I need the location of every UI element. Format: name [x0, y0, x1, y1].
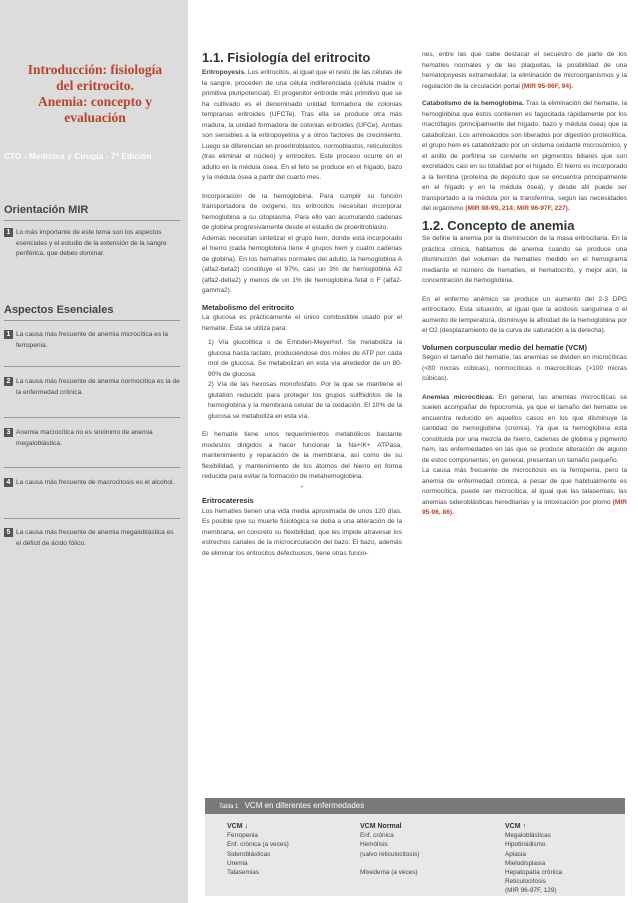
aspectos-heading: Aspectos Esenciales	[4, 304, 114, 316]
list-item: 1) Vía glucolítica o de Embden-Meyerhof. Se metaboliza la glucosa hasta lactato, produciéndose dos moles de ATP por cada mol de glucosa. Se metabolizan en esta vía alrededor de un 80-90% de glucosa.	[208, 339, 402, 378]
table-cell: Sideroblásticas	[227, 850, 271, 858]
table-title: VCM en diferentes enfermedades	[244, 801, 365, 810]
paragraph-text: En general, las anemias microcíticas se suelen acompañar de hipocromía, ya que el tamaño del hematíe se encuentra reducido en aquellos casos en los que disminuye la cantidad de hemoglobina (cromía). Ya que la hemoglobina está constituida por una mezcla de hierro, cadenas de globina y pigmento hem, las enfermedades en las que se produce alteración de alguno de estos componentes, en general, presentan un tamaño pequeño.	[422, 393, 627, 464]
table-cell: Talasemias	[227, 869, 259, 877]
section-heading-1-2: 1.2. Concepto de anemia	[422, 217, 575, 233]
divider	[4, 366, 180, 367]
aspecto-text: La causa más frecuente de anemia normocítica es la de la enfermedad crónica.	[16, 378, 180, 396]
book-subtitle: CTO - Medicina y Cirugía - 7ª Edición	[4, 152, 152, 161]
lead-term: Eritropoyesis.	[202, 69, 246, 76]
chapter-title-line: Introducción: fisiología	[27, 62, 163, 77]
paragraph-text: Los eritrocitos, al igual que el resto de las células de la sangre, proceden de una célula indiferenciada (célula madre o primitiva pluripotencial). El progenitor eritroide más primitivo que se ha cultivado es el denominado unidad formadora de colonias tempranas eritroides (UFCTe). Tras ella se produce otra más madura, la unidad formadora de colonias eritroides (UFCe). Ambas son sensibles a la eritropoyetina y a otros factores de crecimiento. Luego se diferencian en proeritroblastos, normoblastos, reticulocitos (tras eliminar el núcleo) y eritrocitos. Este proceso ocurre en el adulto en la médula ósea. En el feto se produce en el hígado, bazo y la médula ósea a partir del cuarto mes.	[202, 69, 402, 181]
lead-term: Anemias microcíticas.	[422, 393, 495, 401]
orientacion-text: Lo más importante de este tema son los aspectos esenciales y el estudio de la extensión de la sangre periférica, que debes dominar.	[16, 229, 167, 257]
table-cell: Hemólisis	[360, 841, 388, 849]
table-cell: Megaloblásticas	[505, 832, 551, 840]
divider	[4, 417, 180, 418]
mir-reference: (MIR 98-99, 214; MIR 96-97F, 227).	[465, 205, 570, 212]
orientacion-item	[4, 228, 180, 260]
chapter-title-line: evaluación	[64, 110, 126, 125]
paragraph	[422, 466, 627, 519]
bullet-icon: •	[300, 483, 304, 491]
table-cell: (salvo reticulocitosis)	[360, 850, 420, 858]
table-cell: Enf. crónica	[360, 832, 394, 840]
column-header: VCM Normal	[360, 823, 402, 830]
paragraph: Se define la anemia por la disminución de la masa eritrocitaria. En la práctica clínica, hablamos de anemia cuando se produce una disminución del volumen de hematíes medido en el hemograma mediante el número de hematíes, el hematocrito, y mejor aún, la concentración de hemoglobina.	[422, 235, 627, 284]
aspecto-item	[4, 377, 180, 398]
table-cell: Ferropenia	[227, 832, 258, 840]
table-cell: Mielodisplasia	[505, 859, 546, 867]
table-cell: Hipotiroidismo	[505, 841, 546, 849]
aspecto-text: La causa más frecuente de macrocitosis es el alcohol.	[16, 479, 175, 486]
aspecto-item	[4, 478, 180, 489]
divider	[4, 220, 180, 221]
table-column-low	[227, 822, 289, 877]
table-cell: (MIR 96-97F, 129)	[505, 887, 557, 895]
column-right	[422, 50, 627, 519]
mir-reference: (MIR 95-96, 86).	[422, 498, 627, 516]
table-column-high	[505, 822, 562, 896]
paragraph: Los hematíes tienen una vida media aproximada de unos 120 días. Es posible que su muerte fisiológica se deba a una alteración de la membrana, en concreto su flexibilidad, que les impide atravesar los estrechos canales de la microcirculación del bazo. El bazo, además de eliminar los eritrocitos defectuosos, tiene otras funcio-	[202, 507, 402, 557]
chapter-title-line: del eritrocito.	[56, 78, 134, 93]
table-tag: Tabla 1	[219, 804, 239, 810]
item-number: 1	[4, 330, 13, 339]
divider	[4, 518, 180, 519]
paragraph	[422, 50, 627, 92]
aspecto-item	[4, 428, 180, 449]
table-cell: Mixedema (a veces)	[360, 869, 418, 877]
sidebar	[0, 0, 188, 903]
orientacion-heading: Orientación MIR	[4, 204, 89, 216]
subheading-metabolismo: Metabolismo del eritrocito	[202, 302, 294, 312]
table-header	[205, 798, 625, 814]
section-heading-1-1: 1.1. Fisiología del eritrocito	[202, 50, 371, 65]
paragraph-text: La causa más frecuente de microcitosis es la ferropenia, pero la anemia de enfermedad crónica, a pesar de que habitualmente es normocítica, puede ser microcítica, al igual que las talasemias, las anemias sideroblásticas hereditarias y la intoxicación por plomo	[422, 467, 627, 506]
paragraph	[422, 393, 627, 467]
aspecto-text: Anemia macrocítica no es sinónimo de anemia megaloblástica.	[16, 429, 153, 447]
subheading-eritrocateresis: Eritrocateresis	[202, 496, 254, 505]
paragraph: La glucosa es prácticamente el único combustible usado por el hematíe. Ésta se utiliza para:	[202, 314, 402, 332]
table-cell: Uremia	[227, 859, 248, 867]
vcm-table	[205, 798, 625, 896]
column-header: VCM ↑	[505, 823, 526, 830]
paragraph-text: nes, entre las que cabe destacar el secuestro de parte de los hematíes normales y de las plaquetas, la posibilidad de una hematopoyesis extramedular, la eliminación de microorganismos y la regulación de la circulación portal	[422, 51, 627, 90]
paragraph	[202, 68, 402, 184]
aspecto-text: La causa más frecuente de anemia microcítica es la ferropenia.	[16, 331, 169, 349]
chapter-title-line: Anemia: concepto y	[38, 94, 152, 109]
table-cell: Hepatopatía crónica	[505, 869, 563, 877]
paragraph: Según el tamaño del hematíe, las anemias se dividen en microcíticas (<80 micras cúbicas), normocíticas o macrocíticas (>100 micras cúbicas).	[422, 354, 627, 382]
table-column-normal	[360, 822, 419, 877]
paragraph: En el enfermo anémico se produce un aumento del 2-3 DPG eritrocitario. Esta situación, al igual que la acidosis sanguínea o el aumento de temperatura, disminuye la afinidad de la hemoglobina por el O2 (desplazamiento de la curva de saturación a la derecha).	[422, 295, 627, 334]
item-number: 2	[4, 377, 13, 386]
lead-term: Catabolismo de la hemoglobina.	[422, 100, 524, 107]
mir-reference: (MIR 95-96F, 94).	[521, 82, 574, 90]
paragraph-text: Tras la eliminación del hematíe, la hemoglobina que éstos contienen es fagocitada rápidamente por los macrófagos (principalmente del hígado, bazo y médula ósea) que la catabolizan. Los aminoácidos son liberados por digestión proteolítica, el grupo hem es catabolizado por un sistema oxidante microsómico, y el anillo de porfirina se convierte en pigmentos biliares que son excretados casi en su totalidad por el hígado. El hierro es incorporado a la ferritina (proteína de depósito que se encuentra principalmente en el hígado y en la médula ósea), y desde allí puede ser transportado a la médula por la transferrina, según las necesidades del organismo	[422, 100, 627, 212]
divider	[4, 320, 180, 321]
table-cell: Reticulocitosis	[505, 878, 546, 886]
divider	[4, 467, 180, 468]
subheading-vcm: Volumen corpuscular medio del hematíe (VCM)	[422, 342, 587, 352]
item-number: 5	[4, 528, 13, 537]
item-number: 4	[4, 478, 13, 487]
column-left	[202, 68, 402, 559]
paragraph: Además necesitan sintetizar el grupo hem, donde está incorporado el hierro (cada hemoglobina tiene 4 grupos hem y cuatro cadenas de globina). En los hematíes normales del adulto, la hemoglobina A (alfa2-beta2) constituye el 97%, casi un 3% de hemoglobina A2 (alfa2-delta2) y menos de un 1% de hemoglobina fetal o F (alfa2-gamma2).	[202, 234, 402, 294]
chapter-title	[10, 62, 180, 126]
table-cell: Aplasia	[505, 850, 526, 858]
table-cell	[360, 859, 419, 868]
table-cell: Enf. crónica (a veces)	[227, 841, 289, 849]
column-header: VCM ↓	[227, 823, 248, 830]
item-number: 3	[4, 428, 13, 437]
paragraph	[422, 99, 627, 215]
paragraph: El hematíe tiene unos requerimientos metabólicos bastante modestos dirigidos a hacer funcionar la Na+/K+ ATPasa, mantenimiento y reparación de la membrana, así como de su flexibilidad, y mantenimiento de los átomos del hierro en forma reducida para evitar la formación de metahemoglobina.	[202, 431, 402, 480]
item-number: 1	[4, 228, 13, 237]
aspecto-item	[4, 528, 180, 549]
paragraph: Incorporación de la hemoglobina. Para cumplir su función transportadora de oxígeno, los eritrocitos necesitan incorporar hemoglobina a su citoplasma. Para ello van acumulando cadenas de globina progresivamente desde el estadio de proeritroblasto.	[202, 192, 402, 231]
aspecto-text: La causa más frecuente de anemia megaloblástica es el déficit de ácido fólico.	[16, 529, 174, 547]
list-item: 2) Vía de las hexosas monofosfato. Por la que se mantiene el glutatión reducido para proteger los grupos sulfhidrilos de la hemoglobina y la membrana celular de la oxidación. El 10% de la glucosa se metaboliza en esta vía.	[208, 381, 402, 420]
aspecto-item	[4, 330, 180, 351]
